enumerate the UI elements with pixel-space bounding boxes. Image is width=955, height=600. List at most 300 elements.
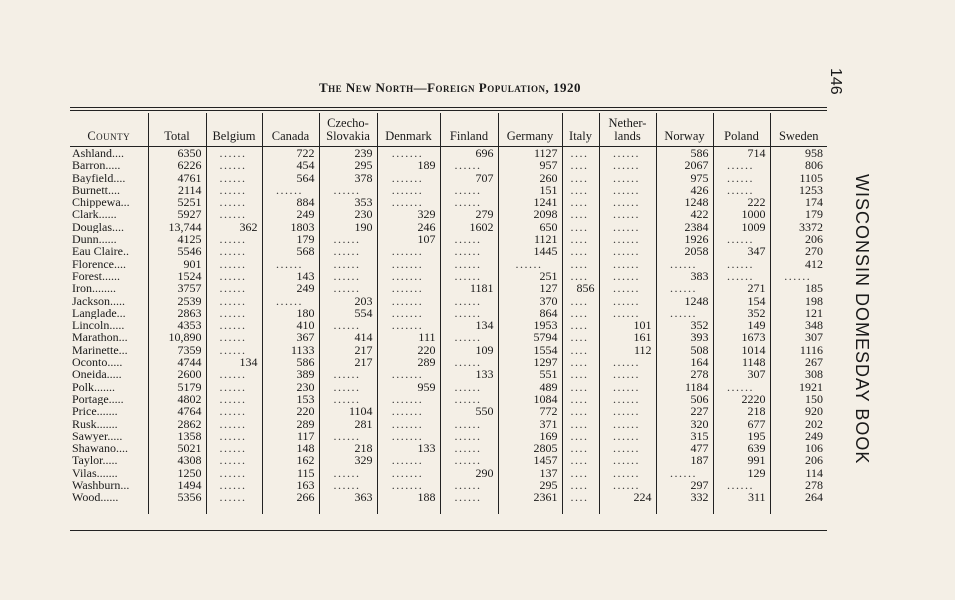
table-cell: 217 xyxy=(319,356,377,368)
table-cell: ...... xyxy=(206,368,262,380)
table-cell: ...... xyxy=(440,245,498,257)
table-cell: .... xyxy=(562,270,599,282)
table-cell: 1248 xyxy=(656,295,713,307)
table-cell: 639 xyxy=(713,442,770,454)
table-cell: 1121 xyxy=(498,233,562,245)
table-cell: ...... xyxy=(713,270,770,282)
table-row xyxy=(70,331,827,343)
table-cell: 295 xyxy=(498,479,562,491)
column-header: Sweden xyxy=(770,113,827,147)
table-cell: 352 xyxy=(656,319,713,331)
table-cell: 551 xyxy=(498,368,562,380)
table-cell: ...... xyxy=(656,258,713,270)
table-cell: 150 xyxy=(770,393,827,405)
table-cell: 1241 xyxy=(498,196,562,208)
table-cell: ...... xyxy=(440,196,498,208)
table-cell: 3757 xyxy=(148,282,206,294)
table-cell: ....... xyxy=(377,258,440,270)
county-cell: Langlade... xyxy=(72,306,126,320)
county-cell: Marinette... xyxy=(72,343,128,357)
table-cell: 901 xyxy=(148,258,206,270)
table-cell: 2600 xyxy=(148,368,206,380)
table-cell: .... xyxy=(562,344,599,356)
table-cell: ...... xyxy=(206,233,262,245)
table-cell: 206 xyxy=(770,454,827,466)
table-cell: 111 xyxy=(377,331,440,343)
county-cell: Portage..... xyxy=(72,392,124,406)
table-cell: 278 xyxy=(656,368,713,380)
table-cell: 2863 xyxy=(148,307,206,319)
table-cell: ...... xyxy=(206,430,262,442)
table-cell: 4802 xyxy=(148,393,206,405)
table-cell: ...... xyxy=(440,454,498,466)
table-row xyxy=(70,467,827,479)
column-header: Germany xyxy=(498,113,562,147)
table-cell: 279 xyxy=(440,208,498,220)
table-cell: ...... xyxy=(770,270,827,282)
table-row xyxy=(70,356,827,368)
table-cell: .... xyxy=(562,147,599,160)
table-cell: ...... xyxy=(599,159,656,171)
table-cell: 329 xyxy=(377,208,440,220)
column-header: Total xyxy=(148,113,206,147)
table-cell: 1494 xyxy=(148,479,206,491)
running-head: WISCONSIN DOMESDAY BOOK xyxy=(852,174,872,465)
table-cell: 2539 xyxy=(148,295,206,307)
table-row xyxy=(70,479,827,491)
table-cell: ...... xyxy=(319,258,377,270)
table-cell: 1000 xyxy=(713,208,770,220)
table-cell: ...... xyxy=(599,295,656,307)
table-cell: ....... xyxy=(377,282,440,294)
table-cell: ...... xyxy=(206,442,262,454)
table-cell: 1116 xyxy=(770,344,827,356)
table-cell: 127 xyxy=(498,282,562,294)
column-header: Czecho-Slovakia xyxy=(319,113,377,147)
county-cell: Ashland.... xyxy=(72,146,124,160)
table-cell: 347 xyxy=(713,245,770,257)
table-cell: 6350 xyxy=(148,147,206,160)
county-cell: Taylor..... xyxy=(72,454,118,467)
county-cell: Wood...... xyxy=(72,491,119,505)
table-cell: 289 xyxy=(377,356,440,368)
table-cell: .... xyxy=(562,172,599,184)
table-cell: 4764 xyxy=(148,405,206,417)
table-cell: ...... xyxy=(440,307,498,319)
table-cell: ...... xyxy=(440,356,498,368)
table-cell: 153 xyxy=(262,393,319,405)
table-cell: .... xyxy=(562,258,599,270)
table-cell: ...... xyxy=(599,479,656,491)
county-cell: Washburn... xyxy=(72,479,130,492)
table-cell: 151 xyxy=(498,184,562,196)
table-row xyxy=(70,393,827,405)
table-cell: ...... xyxy=(599,430,656,442)
table-cell: 508 xyxy=(656,344,713,356)
table-cell: .... xyxy=(562,418,599,430)
table-cell: 370 xyxy=(498,295,562,307)
table-cell: 958 xyxy=(770,147,827,160)
county-cell: Eau Claire.. xyxy=(72,245,129,258)
county-cell: Shawano.... xyxy=(72,442,128,455)
table-cell: .... xyxy=(562,381,599,393)
table-cell: ...... xyxy=(599,258,656,270)
county-cell: Burnett.... xyxy=(72,183,120,197)
table-cell: 393 xyxy=(656,331,713,343)
table-cell: 107 xyxy=(377,233,440,245)
table-cell: ...... xyxy=(599,454,656,466)
table-cell: 1953 xyxy=(498,319,562,331)
table-cell: ...... xyxy=(206,307,262,319)
table-cell: 260 xyxy=(498,172,562,184)
table-cell: 4744 xyxy=(148,356,206,368)
table-cell: 2361 xyxy=(498,491,562,513)
table-row xyxy=(70,245,827,257)
table-cell: 129 xyxy=(713,467,770,479)
table-cell: 329 xyxy=(319,454,377,466)
table-cell: 220 xyxy=(262,405,319,417)
header-row xyxy=(70,113,827,147)
table-cell: ...... xyxy=(599,221,656,233)
table-cell: 4125 xyxy=(148,233,206,245)
table-cell: 2067 xyxy=(656,159,713,171)
table-cell: 5179 xyxy=(148,381,206,393)
table-cell: ...... xyxy=(206,208,262,220)
table-cell: .... xyxy=(562,479,599,491)
table-cell: 772 xyxy=(498,405,562,417)
table-cell: ...... xyxy=(440,270,498,282)
table-cell: 2114 xyxy=(148,184,206,196)
table-cell: 363 xyxy=(319,491,377,513)
table-row xyxy=(70,368,827,380)
table-cell: 506 xyxy=(656,393,713,405)
table-cell: 550 xyxy=(440,405,498,417)
table-cell: 239 xyxy=(319,147,377,160)
table-row xyxy=(70,430,827,442)
table-cell: ...... xyxy=(656,467,713,479)
table-cell: 1602 xyxy=(440,221,498,233)
table-cell: ....... xyxy=(377,270,440,282)
table-cell: ...... xyxy=(599,147,656,160)
table-cell: ...... xyxy=(599,356,656,368)
table-cell: 389 xyxy=(262,368,319,380)
top-rule-double xyxy=(70,110,827,111)
table-cell: 4761 xyxy=(148,172,206,184)
table-cell: ...... xyxy=(599,270,656,282)
table-cell: 1524 xyxy=(148,270,206,282)
table-cell: ...... xyxy=(206,344,262,356)
table-cell: 195 xyxy=(713,430,770,442)
county-cell: Price....... xyxy=(72,405,118,418)
bottom-rule xyxy=(70,530,827,531)
table-cell: 251 xyxy=(498,270,562,282)
table-row xyxy=(70,319,827,331)
table-cell: 246 xyxy=(377,221,440,233)
table-cell: ...... xyxy=(599,307,656,319)
table-cell: 169 xyxy=(498,430,562,442)
table-cell: ...... xyxy=(206,172,262,184)
table-row xyxy=(70,270,827,282)
table-cell: .... xyxy=(562,331,599,343)
table-cell: 249 xyxy=(262,282,319,294)
table-cell: ...... xyxy=(319,282,377,294)
table-cell: 2384 xyxy=(656,221,713,233)
table-cell: 218 xyxy=(319,442,377,454)
table-cell: 414 xyxy=(319,331,377,343)
table-cell: ....... xyxy=(377,405,440,417)
table-cell: 115 xyxy=(262,467,319,479)
table-cell: ...... xyxy=(206,405,262,417)
table-cell: ...... xyxy=(206,393,262,405)
county-cell: Florence.... xyxy=(72,257,126,270)
table-cell: 1457 xyxy=(498,454,562,466)
table-cell: 278 xyxy=(770,479,827,491)
table-cell: 1921 xyxy=(770,381,827,393)
table-cell: 1127 xyxy=(498,147,562,160)
table-row xyxy=(70,147,827,160)
table-cell: .... xyxy=(562,245,599,257)
table-cell: ...... xyxy=(206,295,262,307)
table-cell: .... xyxy=(562,208,599,220)
table-cell: ...... xyxy=(656,307,713,319)
table-cell: 422 xyxy=(656,208,713,220)
table-cell: 174 xyxy=(770,196,827,208)
table-cell: .... xyxy=(562,307,599,319)
table-cell: ...... xyxy=(599,405,656,417)
table-cell: 864 xyxy=(498,307,562,319)
top-rule xyxy=(70,107,827,108)
table-cell: 164 xyxy=(656,356,713,368)
table-cell: 677 xyxy=(713,418,770,430)
table-cell: 289 xyxy=(262,418,319,430)
table-cell: 206 xyxy=(770,233,827,245)
table-cell: ...... xyxy=(206,418,262,430)
table-cell: 5794 xyxy=(498,331,562,343)
table-cell: ...... xyxy=(440,479,498,491)
table-cell: 1104 xyxy=(319,405,377,417)
table-cell: 1926 xyxy=(656,233,713,245)
table-cell: ...... xyxy=(440,393,498,405)
table-cell: ...... xyxy=(319,430,377,442)
table-cell: .... xyxy=(562,184,599,196)
table-row xyxy=(70,258,827,270)
table-cell: 477 xyxy=(656,442,713,454)
table-cell: 5546 xyxy=(148,245,206,257)
table-cell: 2805 xyxy=(498,442,562,454)
table-cell: ....... xyxy=(377,172,440,184)
table-cell: ...... xyxy=(206,454,262,466)
county-cell: Bayfield.... xyxy=(72,171,126,184)
table-cell: 1803 xyxy=(262,221,319,233)
table-cell: ...... xyxy=(440,442,498,454)
table-row xyxy=(70,221,827,233)
table-cell: 696 xyxy=(440,147,498,160)
table-cell: 112 xyxy=(599,344,656,356)
table-cell: ....... xyxy=(377,430,440,442)
table-cell: 722 xyxy=(262,147,319,160)
table-cell: ...... xyxy=(206,184,262,196)
table-cell: 975 xyxy=(656,172,713,184)
table-cell: ....... xyxy=(377,319,440,331)
county-cell: Polk....... xyxy=(72,380,116,393)
table-cell: 920 xyxy=(770,405,827,417)
table-cell: ....... xyxy=(377,307,440,319)
table-cell: ....... xyxy=(377,295,440,307)
table-cell: 224 xyxy=(599,491,656,513)
table-row xyxy=(70,295,827,307)
table-row xyxy=(70,381,827,393)
table-cell: 362 xyxy=(206,221,262,233)
table-cell: ...... xyxy=(599,393,656,405)
table-cell: 1445 xyxy=(498,245,562,257)
table-cell: ...... xyxy=(599,184,656,196)
table-cell: 185 xyxy=(770,282,827,294)
table-cell: ...... xyxy=(319,319,377,331)
table-cell: ...... xyxy=(206,491,262,513)
table-cell: 2862 xyxy=(148,418,206,430)
table-cell: .... xyxy=(562,319,599,331)
table-cell: ...... xyxy=(713,381,770,393)
table-cell: 149 xyxy=(713,319,770,331)
table-cell: 353 xyxy=(319,196,377,208)
table-cell: 5927 xyxy=(148,208,206,220)
table-cell: ...... xyxy=(319,368,377,380)
table-cell: 959 xyxy=(377,381,440,393)
table-cell: 297 xyxy=(656,479,713,491)
table-cell: 13,744 xyxy=(148,221,206,233)
table-cell: ...... xyxy=(440,258,498,270)
table-cell: 161 xyxy=(599,331,656,343)
column-header: Italy xyxy=(562,113,599,147)
table-cell: 1248 xyxy=(656,196,713,208)
table-row xyxy=(70,233,827,245)
table-cell: ...... xyxy=(440,184,498,196)
county-cell: Clark...... xyxy=(72,208,117,221)
table-cell: 217 xyxy=(319,344,377,356)
table-cell: ...... xyxy=(599,245,656,257)
table-cell: 5356 xyxy=(148,491,206,513)
column-header: Poland xyxy=(713,113,770,147)
county-cell: Oconto..... xyxy=(72,356,123,369)
table-cell: ...... xyxy=(319,381,377,393)
table-cell: .... xyxy=(562,368,599,380)
table-cell: 179 xyxy=(262,233,319,245)
table-cell: 188 xyxy=(377,491,440,513)
table-cell: ...... xyxy=(713,159,770,171)
table-row xyxy=(70,454,827,466)
table-cell: ...... xyxy=(319,479,377,491)
table-row xyxy=(70,307,827,319)
table-cell: 308 xyxy=(770,368,827,380)
table-cell: 270 xyxy=(770,245,827,257)
table-cell: ...... xyxy=(206,258,262,270)
table-cell: 554 xyxy=(319,307,377,319)
table-cell: 1253 xyxy=(770,184,827,196)
table-cell: 2098 xyxy=(498,208,562,220)
table-cell: ...... xyxy=(440,381,498,393)
table-cell: ....... xyxy=(377,196,440,208)
table-cell: 267 xyxy=(770,356,827,368)
table-cell: 320 xyxy=(656,418,713,430)
table-cell: ...... xyxy=(440,491,498,513)
table-cell: 114 xyxy=(770,467,827,479)
column-header: Nether-lands xyxy=(599,113,656,147)
county-cell: Chippewa... xyxy=(72,196,130,209)
county-cell: Jackson..... xyxy=(72,294,125,307)
table-cell: 856 xyxy=(562,282,599,294)
county-cell: Dunn...... xyxy=(72,233,117,246)
column-header: Denmark xyxy=(377,113,440,147)
column-header: Canada xyxy=(262,113,319,147)
county-cell: Iron........ xyxy=(72,282,116,295)
table-row xyxy=(70,159,827,171)
table-cell: ...... xyxy=(599,233,656,245)
table-cell: .... xyxy=(562,393,599,405)
table-cell: .... xyxy=(562,159,599,171)
table-cell: 134 xyxy=(206,356,262,368)
page-number: 146 xyxy=(827,68,844,95)
county-cell: Rusk....... xyxy=(72,417,118,430)
table-title: The New North—Foreign Population, 1920 xyxy=(318,80,582,95)
table-cell: ....... xyxy=(377,368,440,380)
table-cell: 315 xyxy=(656,430,713,442)
table-cell: 707 xyxy=(440,172,498,184)
table-cell: ...... xyxy=(206,196,262,208)
table-cell: 133 xyxy=(440,368,498,380)
table-cell: 230 xyxy=(319,208,377,220)
table-cell: ...... xyxy=(206,159,262,171)
table-cell: .... xyxy=(562,405,599,417)
table-cell: ...... xyxy=(319,233,377,245)
table-cell: 348 xyxy=(770,319,827,331)
table-cell: ...... xyxy=(599,381,656,393)
table-cell: 162 xyxy=(262,454,319,466)
table-row xyxy=(70,418,827,430)
table-cell: 5251 xyxy=(148,196,206,208)
column-header: Finland xyxy=(440,113,498,147)
table-cell: 7359 xyxy=(148,344,206,356)
table-cell: 1014 xyxy=(713,344,770,356)
table-cell: 249 xyxy=(770,430,827,442)
table-cell: 412 xyxy=(770,258,827,270)
table-cell: 307 xyxy=(713,368,770,380)
table-row xyxy=(70,196,827,208)
table-cell: ...... xyxy=(262,258,319,270)
table-cell: ...... xyxy=(319,245,377,257)
county-cell: Vilas....... xyxy=(72,466,118,480)
table-cell: ...... xyxy=(206,331,262,343)
county-cell: Lincoln..... xyxy=(72,319,125,332)
table-cell: 1148 xyxy=(713,356,770,368)
column-header: Belgium xyxy=(206,113,262,147)
column-header: Norway xyxy=(656,113,713,147)
table-cell: ...... xyxy=(319,393,377,405)
table-cell: 5021 xyxy=(148,442,206,454)
table-cell: ...... xyxy=(440,159,498,171)
table-cell: .... xyxy=(562,454,599,466)
table-cell: 957 xyxy=(498,159,562,171)
table-cell: 1673 xyxy=(713,331,770,343)
table-cell: ...... xyxy=(599,368,656,380)
table-cell: ...... xyxy=(656,282,713,294)
table-cell: 220 xyxy=(377,344,440,356)
table-cell: 586 xyxy=(262,356,319,368)
table-cell: ...... xyxy=(599,208,656,220)
county-cell: Oneida..... xyxy=(72,368,122,381)
table-cell: ...... xyxy=(713,184,770,196)
table-cell: .... xyxy=(562,430,599,442)
table-cell: ....... xyxy=(377,454,440,466)
